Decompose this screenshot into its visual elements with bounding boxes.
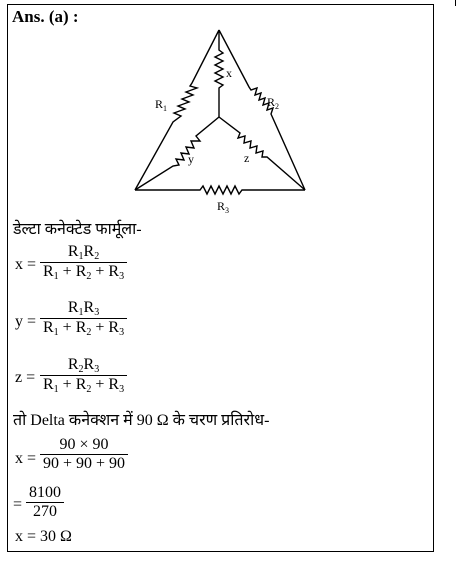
z-formula [40, 356, 127, 395]
y-resistor [135, 117, 219, 190]
r2-resistor [219, 30, 305, 190]
calc-step2-numerator: 8100 [29, 484, 61, 501]
formula-heading: डेल्टा कनेक्टेड फार्मूला- [13, 221, 142, 238]
answer-heading: Ans. (a) : [12, 7, 79, 26]
x-formula-numerator: $R_1R_2$ [67, 243, 100, 262]
statement-line: तो Delta कनेक्शन में 90 Ω के चरण प्रतिरोध- [13, 412, 270, 429]
delta-star-circuit-diagram [0, 0, 459, 230]
x-formula [40, 243, 127, 282]
r3-resistor [135, 186, 305, 194]
x-resistor [215, 30, 223, 117]
z-label: z [244, 151, 250, 165]
z-formula-lhs: z = [15, 369, 36, 386]
z-formula-denominator: $R_1 + R_2 + R_3$ [40, 375, 127, 395]
z-formula-numerator: $R_2R_3$ [67, 356, 100, 375]
y-formula-denominator: $R_1 + R_2 + R_3$ [40, 318, 127, 338]
y-label: y [188, 152, 194, 166]
r1-label: $R_1$ [155, 97, 168, 113]
calc-step1-denominator: 90 + 90 + 90 [40, 454, 128, 473]
calc-step2-denominator: 270 [26, 502, 64, 521]
calc-step1-lhs: x = [15, 450, 37, 467]
calc-step1-numerator: 90 × 90 [59, 436, 109, 453]
result-line: x = 30 Ω [15, 528, 72, 545]
calc-step2 [26, 484, 64, 521]
x-formula-lhs: x = [15, 256, 37, 273]
r2-label: $R_2$ [267, 95, 280, 111]
x-formula-denominator: $R_1 + R_2 + R_3$ [40, 262, 127, 282]
x-label: x [226, 66, 232, 80]
r3-label: $R_3$ [217, 199, 230, 215]
y-formula-lhs: y = [15, 313, 37, 330]
y-formula [40, 299, 127, 338]
z-resistor [219, 117, 305, 190]
calc-step1 [40, 436, 128, 473]
calc-step2-lhs: = [13, 496, 23, 513]
y-formula-numerator: $R_1R_3$ [67, 299, 100, 318]
